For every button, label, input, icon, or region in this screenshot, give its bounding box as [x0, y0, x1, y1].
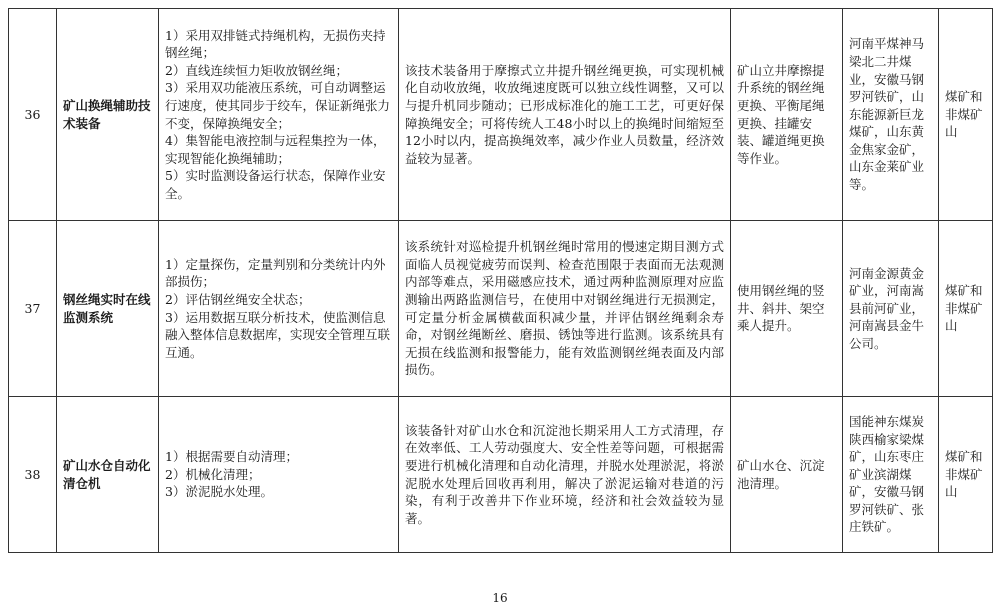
application-scope: 矿山水仓、沉淀池清理。 [731, 397, 843, 553]
mine-category: 煤矿和非煤矿山 [939, 9, 993, 221]
application-scope: 使用钢丝绳的竖井、斜井、架空乘人提升。 [731, 221, 843, 397]
row-number: 38 [9, 397, 57, 553]
application-scope: 矿山立井摩擦提升系统的钢丝绳更换、平衡尾绳更换、挂罐安装、罐道绳更换等作业。 [731, 9, 843, 221]
mine-category: 煤矿和非煤矿山 [939, 397, 993, 553]
technology-table [8, 8, 993, 553]
feature-item: 2）机械化清理； [165, 466, 261, 482]
mine-category: 煤矿和非煤矿山 [939, 221, 993, 397]
application-cases: 河南金源黄金矿业，河南嵩县前河矿业，河南嵩县金牛公司。 [843, 221, 939, 397]
feature-item: 2）直线连续恒力矩收放钢丝绳； [165, 62, 348, 78]
feature-item: 2）评估钢丝绳安全状态； [165, 291, 311, 307]
row-number: 36 [9, 9, 57, 221]
technical-features [159, 9, 399, 221]
equipment-name: 钢丝绳实时在线监测系统 [57, 221, 159, 397]
description: 该装备针对矿山水仓和沉淀池长期采用人工方式清理，存在效率低、工人劳动强度大、安全性差等问题，可根据需要进行机械化清理和自动化清理，并脱水处理淤泥，将淤泥脱水处理后回收再利用，解决了淤泥运输对巷道的污染，有利于改善井下作业环境，经济和社会效益较为显著。 [399, 397, 731, 553]
table-row [9, 397, 993, 553]
row-number: 37 [9, 221, 57, 397]
table-row [9, 221, 993, 397]
feature-item: 3）采用双功能液压系统，可自动调整运行速度，使其同步于绞车，保证新绳张力不变，保障换绳安全； [165, 80, 391, 131]
equipment-name: 矿山换绳辅助技术装备 [57, 9, 159, 221]
technical-features [159, 221, 399, 397]
application-cases: 河南平煤神马梁北二井煤业，安徽马钢罗河铁矿，山东能源新巨龙煤矿，山东黄金焦家金矿，山东金莱矿业等。 [843, 9, 939, 221]
application-cases: 国能神东煤炭陕西榆家梁煤矿，山东枣庄矿业滨湖煤矿，安徽马钢罗河铁矿、张庄铁矿。 [843, 397, 939, 553]
feature-item: 5）实时监测设备运行状态，保障作业安全。 [165, 168, 386, 201]
feature-item: 1）定量探伤，定量判别和分类统计内外部损伤； [165, 256, 386, 290]
table-row [9, 9, 993, 221]
description: 该系统针对巡检提升机钢丝绳时常用的慢速定期目测方式面临人员视觉疲劳而误判、检查范围限于表面而无法观测内部等难点，采用磁感应技术，通过两种监测原理对应监测输出两路监测信号，在使用中对钢丝绳进行无损测定，可定量分析金属横截面积减少量，并评估钢丝绳剩余寿命，对钢丝绳断丝、磨损、锈蚀等进行监测。该系统具有无损在线监测和报警能力，能有效监测钢丝绳表面及内部损伤。 [399, 221, 731, 397]
feature-item: 1）根据需要自动清理； [165, 449, 298, 465]
feature-item: 4）集智能电液控制与远程集控为一体，实现智能化换绳辅助； [165, 133, 386, 166]
feature-item: 1）采用双排链式持绳机构，无损伤夹持钢丝绳； [165, 27, 386, 61]
equipment-name: 矿山水仓自动化清仓机 [57, 397, 159, 553]
technical-features [159, 397, 399, 553]
feature-item: 3）淤泥脱水处理。 [165, 484, 273, 500]
description: 该技术装备用于摩擦式立井提升钢丝绳更换，可实现机械化自动收放绳，收放绳速度既可以独立线性调整，又可以与提升机同步随动；已形成标准化的施工工艺，可更好保障换绳安全；可将传统人工48小时以上的换绳时间缩短至12小时以内，提高换绳效率，减少作业人员数量，经济效益较为显著。 [399, 9, 731, 221]
page-number: 16 [492, 591, 508, 605]
feature-item: 3）运用数据互联分析技术，使监测信息融入整体信息数据库，实现安全管理互联互通。 [165, 309, 391, 360]
